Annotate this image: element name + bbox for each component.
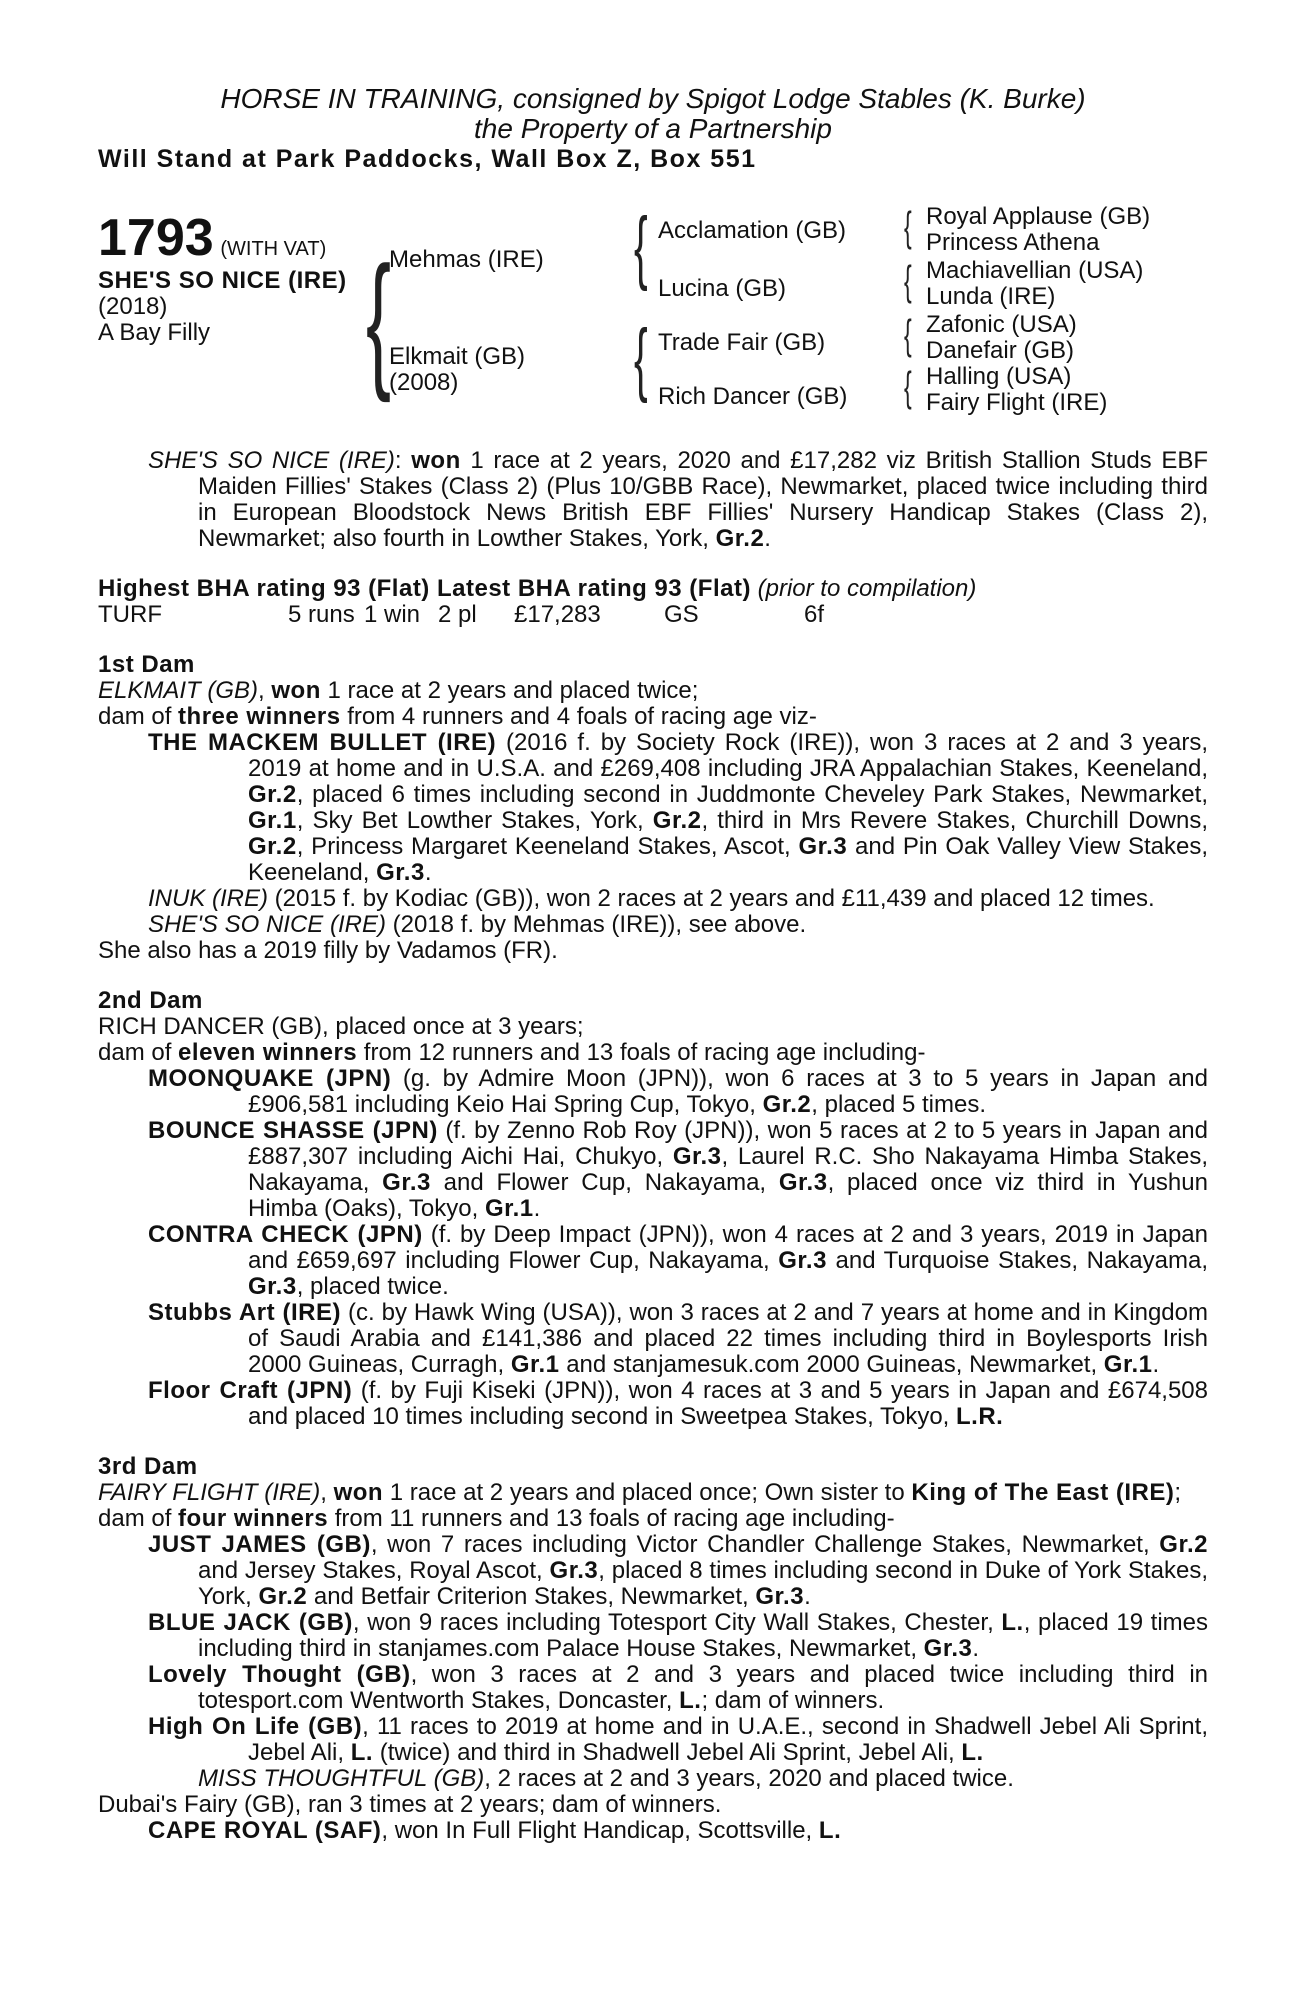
produce-text: , placed 6 times including second in Juddmonte Cheveley Park Stakes, Newmarket, bbox=[296, 781, 1208, 808]
grade-label: Gr.3 bbox=[798, 833, 848, 860]
produce-entry bbox=[98, 912, 1208, 938]
grade-label: L. bbox=[350, 1739, 374, 1766]
produce-text: and Flower Cup, Nakayama, bbox=[430, 1169, 779, 1196]
grade-label: Gr.2 bbox=[652, 807, 702, 834]
produce-entry bbox=[98, 1222, 1208, 1300]
produce-name: MISS THOUGHTFUL (GB) bbox=[198, 1765, 485, 1792]
produce-name: INUK (IRE) bbox=[148, 885, 268, 912]
produce-text: and stanjamesuk.com 2000 Guineas, Newmarket, bbox=[559, 1351, 1104, 1378]
second-dam-title: 2nd Dam bbox=[98, 987, 203, 1014]
produce-entry bbox=[98, 1766, 1208, 1792]
rating-line bbox=[98, 576, 1208, 602]
pedigree-brace: { bbox=[904, 257, 912, 304]
won-label: won bbox=[411, 447, 461, 474]
produce-text: from 12 runners and 13 foals of racing age including- bbox=[357, 1039, 926, 1066]
pedigree-sire-sire: Acclamation (GB) bbox=[658, 217, 847, 244]
produce-text: and Turquoise Stakes, Nakayama, bbox=[826, 1247, 1208, 1274]
produce-text: , Sky Bet Lowther Stakes, York, bbox=[296, 807, 653, 834]
pedigree-dam: Elkmait (GB) bbox=[389, 343, 526, 370]
grade-label: L. bbox=[961, 1739, 984, 1766]
produce-text: , won 9 races including Totesport City Wall Stakes, Chester, bbox=[352, 1609, 1002, 1636]
turf-record bbox=[98, 602, 1208, 628]
produce-text: (f. by Zenno Rob Roy (JPN)), won 5 races at 2 to 5 years in Japan and £887,307 including Aichi Hai, Chukyo, bbox=[248, 1117, 1208, 1170]
grade-label: Gr.3 bbox=[248, 1273, 297, 1300]
grade-label: Gr.2 bbox=[715, 525, 765, 552]
produce-name: JUST JAMES (GB) bbox=[148, 1531, 371, 1558]
pedigree-brace: { bbox=[904, 311, 912, 358]
produce-text: . bbox=[972, 1635, 980, 1662]
grade-label: Gr.3 bbox=[376, 859, 425, 886]
grade-label: L.R. bbox=[956, 1403, 1004, 1430]
pedigree-dam-dam: Rich Dancer (GB) bbox=[658, 383, 848, 410]
produce-name: CAPE ROYAL (SAF) bbox=[148, 1817, 382, 1844]
produce-text: . bbox=[1152, 1351, 1160, 1378]
dam-name: ELKMAIT (GB) bbox=[98, 677, 259, 704]
pedigree-brace: { bbox=[634, 201, 648, 292]
grade-label: Gr.2 bbox=[258, 1583, 308, 1610]
grade-label: Gr.3 bbox=[382, 1169, 431, 1196]
grade-label: Gr.1 bbox=[510, 1351, 560, 1378]
produce-name: SHE'S SO NICE (IRE) bbox=[148, 911, 386, 938]
produce-text: from 4 runners and 4 foals of racing age viz- bbox=[340, 703, 817, 730]
grade-label: L. bbox=[679, 1687, 702, 1714]
sister-name: King of The East (IRE) bbox=[911, 1479, 1175, 1506]
second-dam-produce bbox=[98, 1040, 1208, 1066]
produce-entry bbox=[98, 1610, 1208, 1662]
produce-entry bbox=[98, 1300, 1208, 1378]
produce-name: THE MACKEM BULLET (IRE) bbox=[148, 729, 497, 756]
pedigree-gg3: Machiavellian (USA) bbox=[926, 257, 1144, 284]
first-dam-produce bbox=[98, 704, 1208, 730]
produce-name: Stubbs Art (IRE) bbox=[148, 1299, 342, 1326]
dam-name: FAIRY FLIGHT (IRE) bbox=[98, 1479, 321, 1506]
produce-text: from 11 runners and 13 foals of racing age including- bbox=[328, 1505, 895, 1532]
consignor-line: HORSE IN TRAINING, consigned by Spigot Lodge Stables (K. Burke) bbox=[220, 83, 1086, 114]
produce-text: (twice) and third in Shadwell Jebel Ali Sprint, Jebel Ali, bbox=[373, 1739, 962, 1766]
grade-label: Gr.3 bbox=[923, 1635, 973, 1662]
produce-entry bbox=[98, 1066, 1208, 1118]
produce-text: . bbox=[424, 859, 432, 886]
produce-text: (2016 f. by Society Rock (IRE)), won 3 races at 2 and 3 years, 2019 at home and in U.S.A. and £269,408 including JRA Appalachian Stakes, Keeneland, bbox=[248, 729, 1208, 782]
pedigree-gg7: Halling (USA) bbox=[926, 363, 1072, 390]
produce-note: Dubai's Fairy (GB), ran 3 times at 2 years; dam of winners. bbox=[98, 1791, 722, 1818]
produce-entry bbox=[98, 1818, 1208, 1844]
rating-note: (prior to compilation) bbox=[757, 575, 977, 602]
grade-label: L. bbox=[1001, 1609, 1024, 1636]
pedigree-dam-sire: Trade Fair (GB) bbox=[658, 329, 826, 356]
won-label: won bbox=[271, 677, 321, 704]
pedigree-gg8: Fairy Flight (IRE) bbox=[926, 389, 1108, 416]
grade-label: Gr.3 bbox=[778, 1169, 828, 1196]
grade-label: Gr.3 bbox=[755, 1583, 805, 1610]
pedigree-sire: Mehmas (IRE) bbox=[389, 246, 544, 273]
race-summary: SHE'S SO NICE (IRE): won 1 race at 2 years, 2020 and £17,282 viz British Stallion Studs EBF Maiden Fillies' Stakes (Class 2) (Plus 10/GBB Race), Newmarket, placed twice including third in European Bloodstock News British EBF Fillies' Nursery Handicap Stakes (Class 2), Newmarket; also fourth in Lowther Stakes, York, Gr.2. bbox=[148, 447, 1208, 552]
produce-text: and Pin Oak Valley View Stakes, Keeneland, bbox=[248, 833, 1209, 886]
pedigree-brace: { bbox=[904, 203, 912, 250]
produce-text: , placed once viz third in Yushun Himba (Oaks), Tokyo, bbox=[248, 1169, 1208, 1222]
produce-text: . bbox=[533, 1195, 541, 1222]
produce-text: , won 3 races at 2 and 3 years and placed twice including third in totesport.com Wentworth Stakes, Doncaster, bbox=[198, 1661, 1208, 1714]
foaling-year: (2018) bbox=[98, 293, 168, 320]
produce-text: (g. by Admire Moon (JPN)), won 6 races at 3 to 5 years in Japan and £906,581 including Keio Hai Spring Cup, Tokyo, bbox=[248, 1065, 1208, 1118]
produce-name: CONTRA CHECK (JPN) bbox=[148, 1221, 423, 1248]
produce-text: (f. by Deep Impact (JPN)), won 4 races at 2 and 3 years, 2019 in Japan and £659,697 including Flower Cup, Nakayama, bbox=[248, 1221, 1209, 1274]
pedigree-gg2: Princess Athena bbox=[926, 229, 1100, 256]
produce-name: Floor Craft (JPN) bbox=[148, 1377, 353, 1404]
pedigree-sire-dam: Lucina (GB) bbox=[658, 275, 787, 302]
produce-name: High On Life (GB) bbox=[148, 1713, 363, 1740]
property-line: the Property of a Partnership bbox=[474, 113, 832, 144]
produce-text: dam of bbox=[98, 1039, 179, 1066]
produce-text: , won In Full Flight Handicap, Scottsville, bbox=[381, 1817, 819, 1844]
turf-distance: 6f bbox=[804, 601, 825, 628]
produce-entry bbox=[98, 730, 1208, 886]
turf-runs: 5 runs bbox=[288, 601, 355, 628]
pedigree-gg1: Royal Applause (GB) bbox=[926, 203, 1151, 230]
produce-text: , Laurel R.C. Sho Nakayama Himba Stakes, Nakayama, bbox=[248, 1143, 1209, 1196]
grade-label: Gr.3 bbox=[778, 1247, 827, 1274]
winners-count: three winners bbox=[178, 703, 341, 730]
produce-entry bbox=[98, 1532, 1208, 1610]
produce-text: , placed 19 times including third in stanjames.com Palace House Stakes, Newmarket, bbox=[198, 1609, 1209, 1662]
summary-end: . bbox=[764, 525, 771, 552]
produce-text: , third in Mrs Revere Stakes, Churchill Downs, bbox=[701, 807, 1208, 834]
catalogue-body bbox=[98, 448, 1208, 1844]
turf-amount: £17,283 bbox=[514, 601, 601, 628]
horse-name: SHE'S SO NICE (IRE) bbox=[98, 267, 347, 294]
pedigree-gg6: Danefair (GB) bbox=[926, 337, 1075, 364]
produce-text: . bbox=[804, 1583, 811, 1610]
produce-entry bbox=[98, 1714, 1208, 1766]
pedigree-dam-year: (2008) bbox=[389, 369, 459, 396]
pedigree-brace: { bbox=[634, 313, 648, 404]
grade-label: Gr.1 bbox=[484, 1195, 534, 1222]
grade-label: L. bbox=[818, 1817, 842, 1844]
second-dam-line: RICH DANCER (GB), placed once at 3 years; bbox=[98, 1013, 584, 1040]
grade-label: Gr.1 bbox=[1103, 1351, 1153, 1378]
dam-record: 1 race at 2 years and placed once; Own sister to bbox=[383, 1479, 912, 1506]
produce-text: (c. by Hawk Wing (USA)), won 3 races at 2 and 7 years at home and in Kingdom of Saudi Arabia and £141,386 and placed 22 times including third in Boylesports Irish 2000 Guineas, Curragh, bbox=[248, 1299, 1208, 1378]
produce-text: ; dam of winners. bbox=[701, 1687, 885, 1714]
dam-record: ; bbox=[1174, 1479, 1182, 1506]
dam-record: 1 race at 2 years and placed twice; bbox=[320, 677, 699, 704]
produce-text: (2015 f. by Kodiac (GB)), won 2 races at 2 years and £11,439 and placed 12 times. bbox=[268, 885, 1155, 912]
produce-name: BOUNCE SHASSE (JPN) bbox=[148, 1117, 438, 1144]
produce-name: BLUE JACK (GB) bbox=[148, 1609, 353, 1636]
turf-placed: 2 pl bbox=[438, 601, 477, 628]
pedigree-gg4: Lunda (IRE) bbox=[926, 283, 1056, 310]
produce-entry bbox=[98, 1118, 1208, 1222]
produce-note: She also has a 2019 filly by Vadamos (FR). bbox=[98, 937, 558, 964]
produce-text: , Princess Margaret Keeneland Stakes, Ascot, bbox=[296, 833, 799, 860]
turf-wins: 1 win bbox=[364, 601, 421, 628]
produce-text: and Jersey Stakes, Royal Ascot, bbox=[198, 1557, 550, 1584]
produce-text: , 11 races to 2019 at home and in U.A.E., second in Shadwell Jebel Ali Sprint, Jebel Ali, bbox=[248, 1713, 1208, 1766]
winners-count: eleven winners bbox=[178, 1039, 358, 1066]
lot-number: 1793 bbox=[98, 209, 214, 267]
produce-name: MOONQUAKE (JPN) bbox=[148, 1065, 392, 1092]
grade-label: Gr.2 bbox=[762, 1091, 812, 1118]
horse-name-italic: SHE'S SO NICE (IRE) bbox=[148, 447, 395, 474]
produce-text: , placed 8 times including second in Duke of York Stakes, York, bbox=[198, 1557, 1209, 1610]
first-dam-title: 1st Dam bbox=[98, 651, 195, 678]
produce-entry bbox=[98, 886, 1208, 912]
grade-label: Gr.3 bbox=[549, 1557, 599, 1584]
grade-label: Gr.2 bbox=[248, 781, 297, 808]
stand-location: Will Stand at Park Paddocks, Wall Box Z, Box 551 bbox=[98, 145, 757, 173]
produce-text: (f. by Fuji Kiseki (JPN)), won 4 races at 3 and 5 years in Japan and £674,508 and placed 10 times including second in Sweetpea Stakes, Tokyo, bbox=[248, 1377, 1209, 1430]
pedigree-gg5: Zafonic (USA) bbox=[926, 311, 1077, 338]
produce-text: , placed twice. bbox=[296, 1273, 449, 1300]
produce-text: (2018 f. by Mehmas (IRE)), see above. bbox=[385, 911, 807, 938]
produce-entry bbox=[98, 1662, 1208, 1714]
produce-text: and Betfair Criterion Stakes, Newmarket, bbox=[307, 1583, 756, 1610]
produce-text: dam of bbox=[98, 1505, 179, 1532]
turf-going: GS bbox=[664, 601, 699, 628]
vat-note: (WITH VAT) bbox=[220, 238, 327, 260]
produce-name: Lovely Thought (GB) bbox=[148, 1661, 411, 1688]
produce-text: , won 7 races including Victor Chandler Challenge Stakes, Newmarket, bbox=[370, 1531, 1160, 1558]
first-dam-line: ELKMAIT (GB), won 1 race at 2 years and placed twice; bbox=[98, 677, 699, 704]
produce-text: , 2 races at 2 and 3 years, 2020 and placed twice. bbox=[484, 1765, 1014, 1792]
third-dam-line: FAIRY FLIGHT (IRE), won 1 race at 2 years and placed once; Own sister to King of The East (IRE); bbox=[98, 1479, 1182, 1506]
third-dam-produce bbox=[98, 1506, 1208, 1532]
summary-text: 1 race at 2 years, 2020 and £17,282 viz British Stallion Studs EBF Maiden Fillies' Stakes (Class 2) (Plus 10/GBB Race), Newmarket, placed twice including third in European Bloodstock News British EBF Fillies' Nursery Handicap Stakes (Class 2), Newmarket; also fourth in Lowther Stakes, York, bbox=[198, 447, 1208, 552]
produce-entry bbox=[98, 1378, 1208, 1430]
pedigree-brace: { bbox=[904, 363, 912, 410]
won-label: won bbox=[333, 1479, 384, 1506]
catalogue-page bbox=[98, 83, 1209, 1844]
pedigree-brace: { bbox=[366, 235, 392, 403]
produce-text: dam of bbox=[98, 703, 179, 730]
grade-label: Gr.2 bbox=[248, 833, 297, 860]
grade-label: Gr.2 bbox=[1159, 1531, 1208, 1558]
third-dam-title: 3rd Dam bbox=[98, 1453, 198, 1480]
lot-block bbox=[98, 209, 368, 346]
winners-count: four winners bbox=[178, 1505, 329, 1532]
turf-label: TURF bbox=[98, 601, 162, 628]
grade-label: Gr.3 bbox=[672, 1143, 722, 1170]
horse-description: A Bay Filly bbox=[98, 319, 211, 346]
produce-text: , placed 5 times. bbox=[811, 1091, 987, 1118]
grade-label: Gr.1 bbox=[248, 807, 297, 834]
rating-text: Highest BHA rating 93 (Flat) Latest BHA rating 93 (Flat) bbox=[98, 575, 751, 602]
